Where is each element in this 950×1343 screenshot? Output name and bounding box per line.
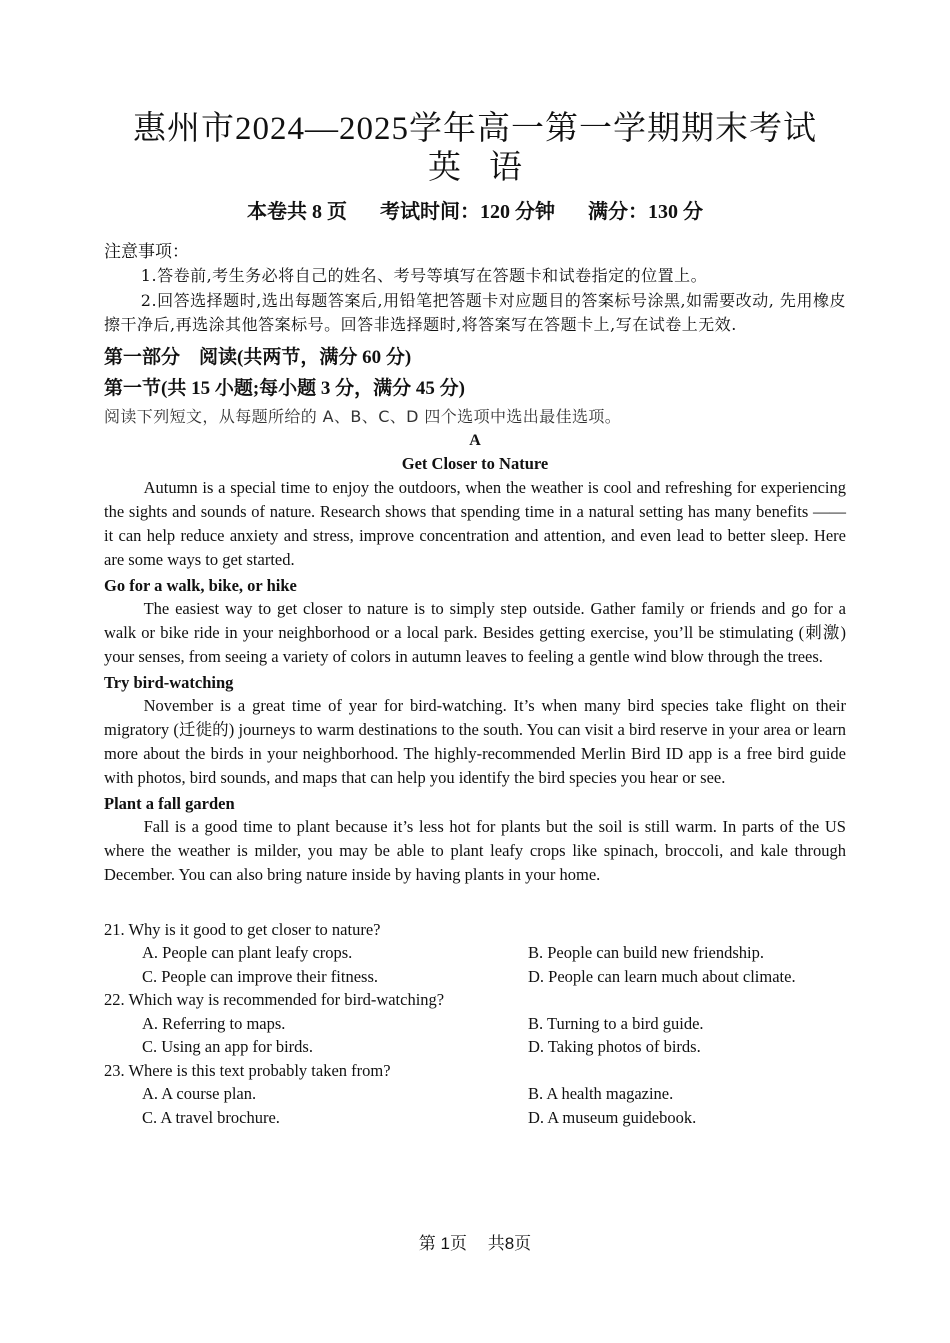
option-d: D. People can learn much about climate. (528, 966, 796, 986)
option-grid (104, 1012, 846, 1059)
option-a: A. A course plan. (142, 1084, 257, 1104)
section-title: 第一节(共 15 小题;每小题 3 分，满分 45 分) (104, 377, 465, 399)
question-stem: 22. Which way is recommended for bird-watching? (104, 990, 445, 1010)
question (104, 1059, 846, 1130)
page-total: 共8页 (487, 1234, 532, 1253)
exam-title: 惠州市2024—2025学年高一第一学期期末考试 (133, 111, 817, 147)
passage-title: Get Closer to Nature (401, 453, 549, 473)
option-grid (104, 1082, 846, 1129)
question-stem: 23. Where is this text probably taken from? (104, 1060, 391, 1080)
question (104, 918, 846, 989)
exam-subject: 英语 (428, 150, 550, 186)
section-paragraph: Fall is a good time to plant because it’s less hot for plants but the soil is still warm. In parts of the US where the weather is milder, you may be able to plant leafy crops like spinach, broccoli, and kale through December. You can also bring nature inside by having plants in your home. (104, 816, 846, 885)
option-a: A. People can plant leafy crops. (142, 943, 353, 963)
option-b: B. People can build new friendship. (528, 943, 764, 963)
exam-info (104, 196, 846, 228)
question-stem: 21. Why is it good to get closer to nature? (104, 919, 381, 939)
passage-letter: A (469, 431, 481, 449)
notice-heading: 注意事项： (104, 242, 189, 261)
passage-intro: Autumn is a special time to enjoy the outdoors, when the weather is cool and refreshing for experiencing the sights and sounds of nature. Research shows that spending time in a natural setting has many benefits —— it can help reduce anxiety and stress, improve concentration and attention, and even lead to better sleep. Here are some ways to get started. (104, 477, 846, 570)
option-grid (104, 941, 846, 988)
section-paragraph: The easiest way to get closer to nature is to simply step outside. Gather family or friends and go for a walk or bike ride in your neighborhood or a local park. Besides getting exercise, you’ll be stimulating (刺激) your senses, from seeing a variety of colors in autumn leaves to feeling a gentle wind blow through the trees. (104, 598, 846, 667)
notice-item: 1.答卷前,考生务必将自己的姓名、考号等填写在答题卡和试卷指定的位置上。 (140, 266, 708, 285)
exam-time: 考试时间：120 分钟 (380, 201, 555, 223)
question-list (104, 918, 846, 1130)
option-b: B. Turning to a bird guide. (528, 1013, 704, 1033)
option-c: C. A travel brochure. (142, 1107, 280, 1127)
page-count: 本卷共 8 页 (247, 201, 347, 223)
section-heading: Try bird-watching (104, 672, 234, 692)
page-footer (0, 1232, 950, 1256)
full-score: 满分：130 分 (588, 201, 703, 223)
section-heading: Go for a walk, bike, or hike (104, 575, 297, 595)
option-a: A. Referring to maps. (142, 1013, 286, 1033)
section-heading: Plant a fall garden (104, 793, 235, 813)
option-d: D. A museum guidebook. (528, 1107, 697, 1127)
section-instruction: 阅读下列短文，从每题所给的 A、B、C、D 四个选项中选出最佳选项。 (104, 406, 622, 426)
option-c: C. Using an app for birds. (142, 1037, 313, 1057)
question (104, 988, 846, 1059)
option-d: D. Taking photos of birds. (528, 1037, 701, 1057)
exam-page (104, 110, 846, 1129)
part-title: 第一部分 阅读(共两节，满分 60 分) (104, 346, 412, 368)
option-c: C. People can improve their fitness. (142, 966, 378, 986)
option-b: B. A health magazine. (528, 1084, 674, 1104)
notice-item: 2.回答选择题时,选出每题答案后,用铅笔把答题卡对应题目的答案标号涂黑,如需要改动, 先用橡皮擦干净后,再选涂其他答案标号。回答非选择题时,将答案写在答题卡上,写在试卷上无效. (104, 290, 846, 334)
section-paragraph: November is a great time of year for bird-watching. It’s when many bird species take flight on their migratory (迁徙的) journeys to warm destinations to the south. You can visit a bird reserve in your area or learn more about the birds in your neighborhood. The highly-recommended Merlin Bird ID app is a free bird guide with photos, bird sounds, and maps that can help you identify the bird species you hear or see. (104, 695, 846, 788)
page-number: 第 1页 (418, 1234, 467, 1253)
